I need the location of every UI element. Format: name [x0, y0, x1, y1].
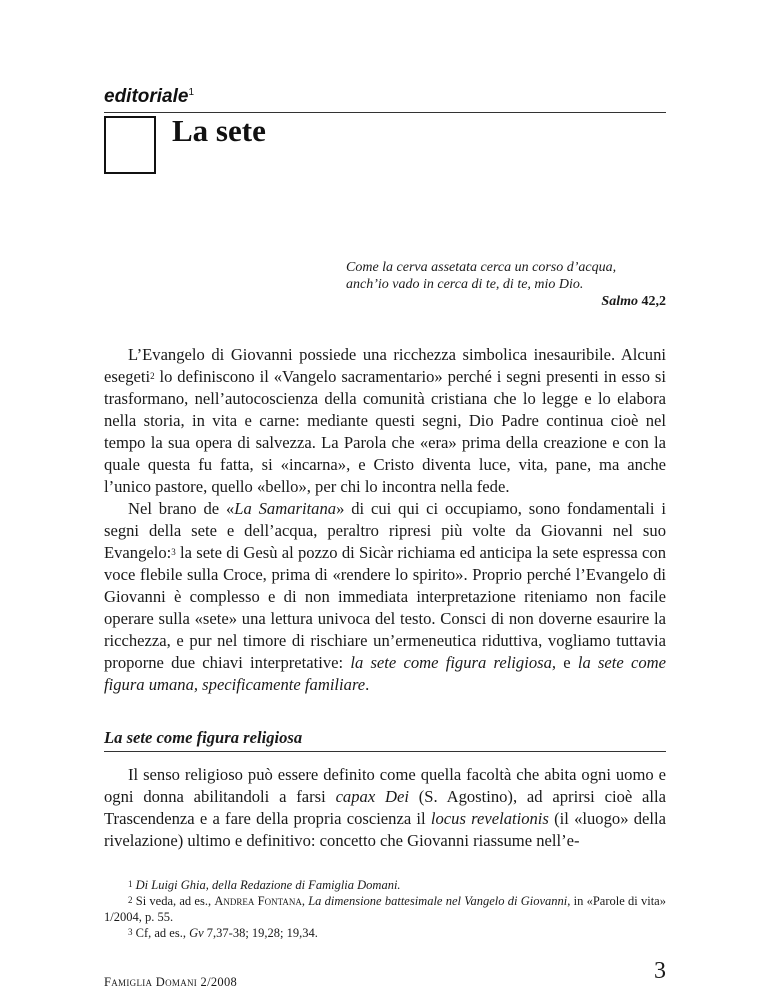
p3-text-b: (S. Agostino), ad aprirsi cioè alla Trascendenza e a fare della propria coscienza il [104, 787, 667, 828]
footnote-1 [104, 877, 666, 893]
footnote-ref-3: 3 [171, 547, 176, 557]
footnote-ref-2: 2 [150, 371, 155, 381]
footnote-2-text-a: Si veda, ad es., [135, 894, 215, 908]
p2-text-d: e [556, 653, 578, 672]
epigraph-source-ref: 42,2 [641, 294, 666, 309]
footnote-2-title: La dimensione battesimale nel Vangelo di Giovanni [308, 894, 568, 908]
footnote-2 [104, 893, 666, 925]
footnote-3-number: 3 [128, 927, 133, 937]
p1-text-a: L’Evangelo di Giovanni possiede una ricchezza simbolica inesauribile. Alcuni esegeti [104, 345, 666, 386]
footnote-ref-1: 1 [188, 87, 195, 98]
journal-footer: Famiglia Domani 2/2008 [104, 975, 238, 989]
p3-text-a: Il senso religioso può essere definito come quella facoltà che abita ogni uomo e ogni donna abilitandoli a farsi [104, 765, 666, 806]
p2-italic-key-2: la sete come figura umana, specificamente familiare [104, 653, 666, 694]
footnote-2-text-c: , in «Parole di vita» 1/2004, p. 55. [104, 894, 666, 924]
section-label-text: editoriale [104, 86, 189, 107]
footnote-1-number: 1 [128, 879, 133, 889]
paragraph-1 [104, 344, 666, 498]
p2-italic-title: La Samaritana [234, 499, 337, 518]
epigraph-line-1: Come la cerva assetata cerca un corso d’acqua, [346, 260, 617, 275]
article-title: La sete [172, 113, 266, 148]
footnote-3 [104, 925, 666, 941]
section-heading: La sete come figura religiosa [104, 728, 666, 752]
paragraph-2 [104, 498, 666, 696]
p2-text-b: » di cui qui ci occupiamo, sono fondamentali i segni della sete e dell’acqua, peraltro ripresi più volte da Giovanni nel suo Evangelo: [104, 499, 666, 562]
footnote-3-italic: Gv [189, 926, 204, 940]
p3-text-c: (il «luogo» della rivelazione) ultimo e definitivo: concetto che Giovanni riassume nell’e- [104, 809, 666, 850]
section-label [104, 86, 194, 108]
p3-italic-a: capax Dei [335, 787, 409, 806]
epigraph-source [346, 293, 666, 310]
epigraph [346, 259, 666, 310]
p2-text-a: Nel brano de « [128, 499, 235, 518]
p2-text-e: . [365, 675, 370, 694]
epigraph-line-2: anch’io vado in cerca di te, di te, mio Dio. [346, 277, 584, 292]
paragraph-3 [104, 764, 666, 852]
p2-italic-key-1: la sete come figura religiosa, [350, 653, 557, 672]
p1-text-b: lo definiscono il «Vangelo sacramentario» perché i segni presenti in esso si trasformano, nell’autocoscienza della comunità cristiana che lo legge e lo elabora nella storia, in vita e carne: mediante questi segni, Dio Padre continua cioè nel tempo la sua opera di salvezza. La Parola che «era» prima della creazione e con la quale questa fu fatta, si «incarna», e Cristo diventa luce, vita, pane, ma anche l’unico pastore, quello «bello», per chi lo incontra nella fede. [104, 367, 666, 496]
footnote-2-number: 2 [128, 895, 133, 905]
page-number: 3 [654, 958, 666, 984]
footnote-2-text-b: , [301, 894, 309, 908]
footnote-3-text-b: 7,37-38; 19,28; 19,34. [203, 926, 318, 940]
footnote-2-author: Andrea Fontana [214, 894, 302, 908]
title-decorative-box [104, 116, 156, 174]
epigraph-source-book: Salmo [601, 294, 638, 309]
footnote-3-text-a: Cf, ad es., [135, 926, 190, 940]
p3-italic-b: locus revelationis [430, 809, 549, 828]
footnote-1-text: Di Luigi Ghia, della Redazione di Famiglia Domani. [135, 878, 401, 892]
p2-text-c: la sete di Gesù al pozzo di Sicàr richiama ed anticipa la sete espressa con voce flebile sulla Croce, prima di «rendere lo spirito». Proprio perché l’Evangelo di Giovanni è complesso e di non immediata interpretazione riteniamo non facile operare sulla «sete» una lettura univoca del testo. Consci di non doverne esaurire la ricchezza, e pur nel timore di rischiare un’ermeneutica riduttiva, vogliamo tuttavia proporne due chiavi interpretative: [104, 543, 666, 672]
